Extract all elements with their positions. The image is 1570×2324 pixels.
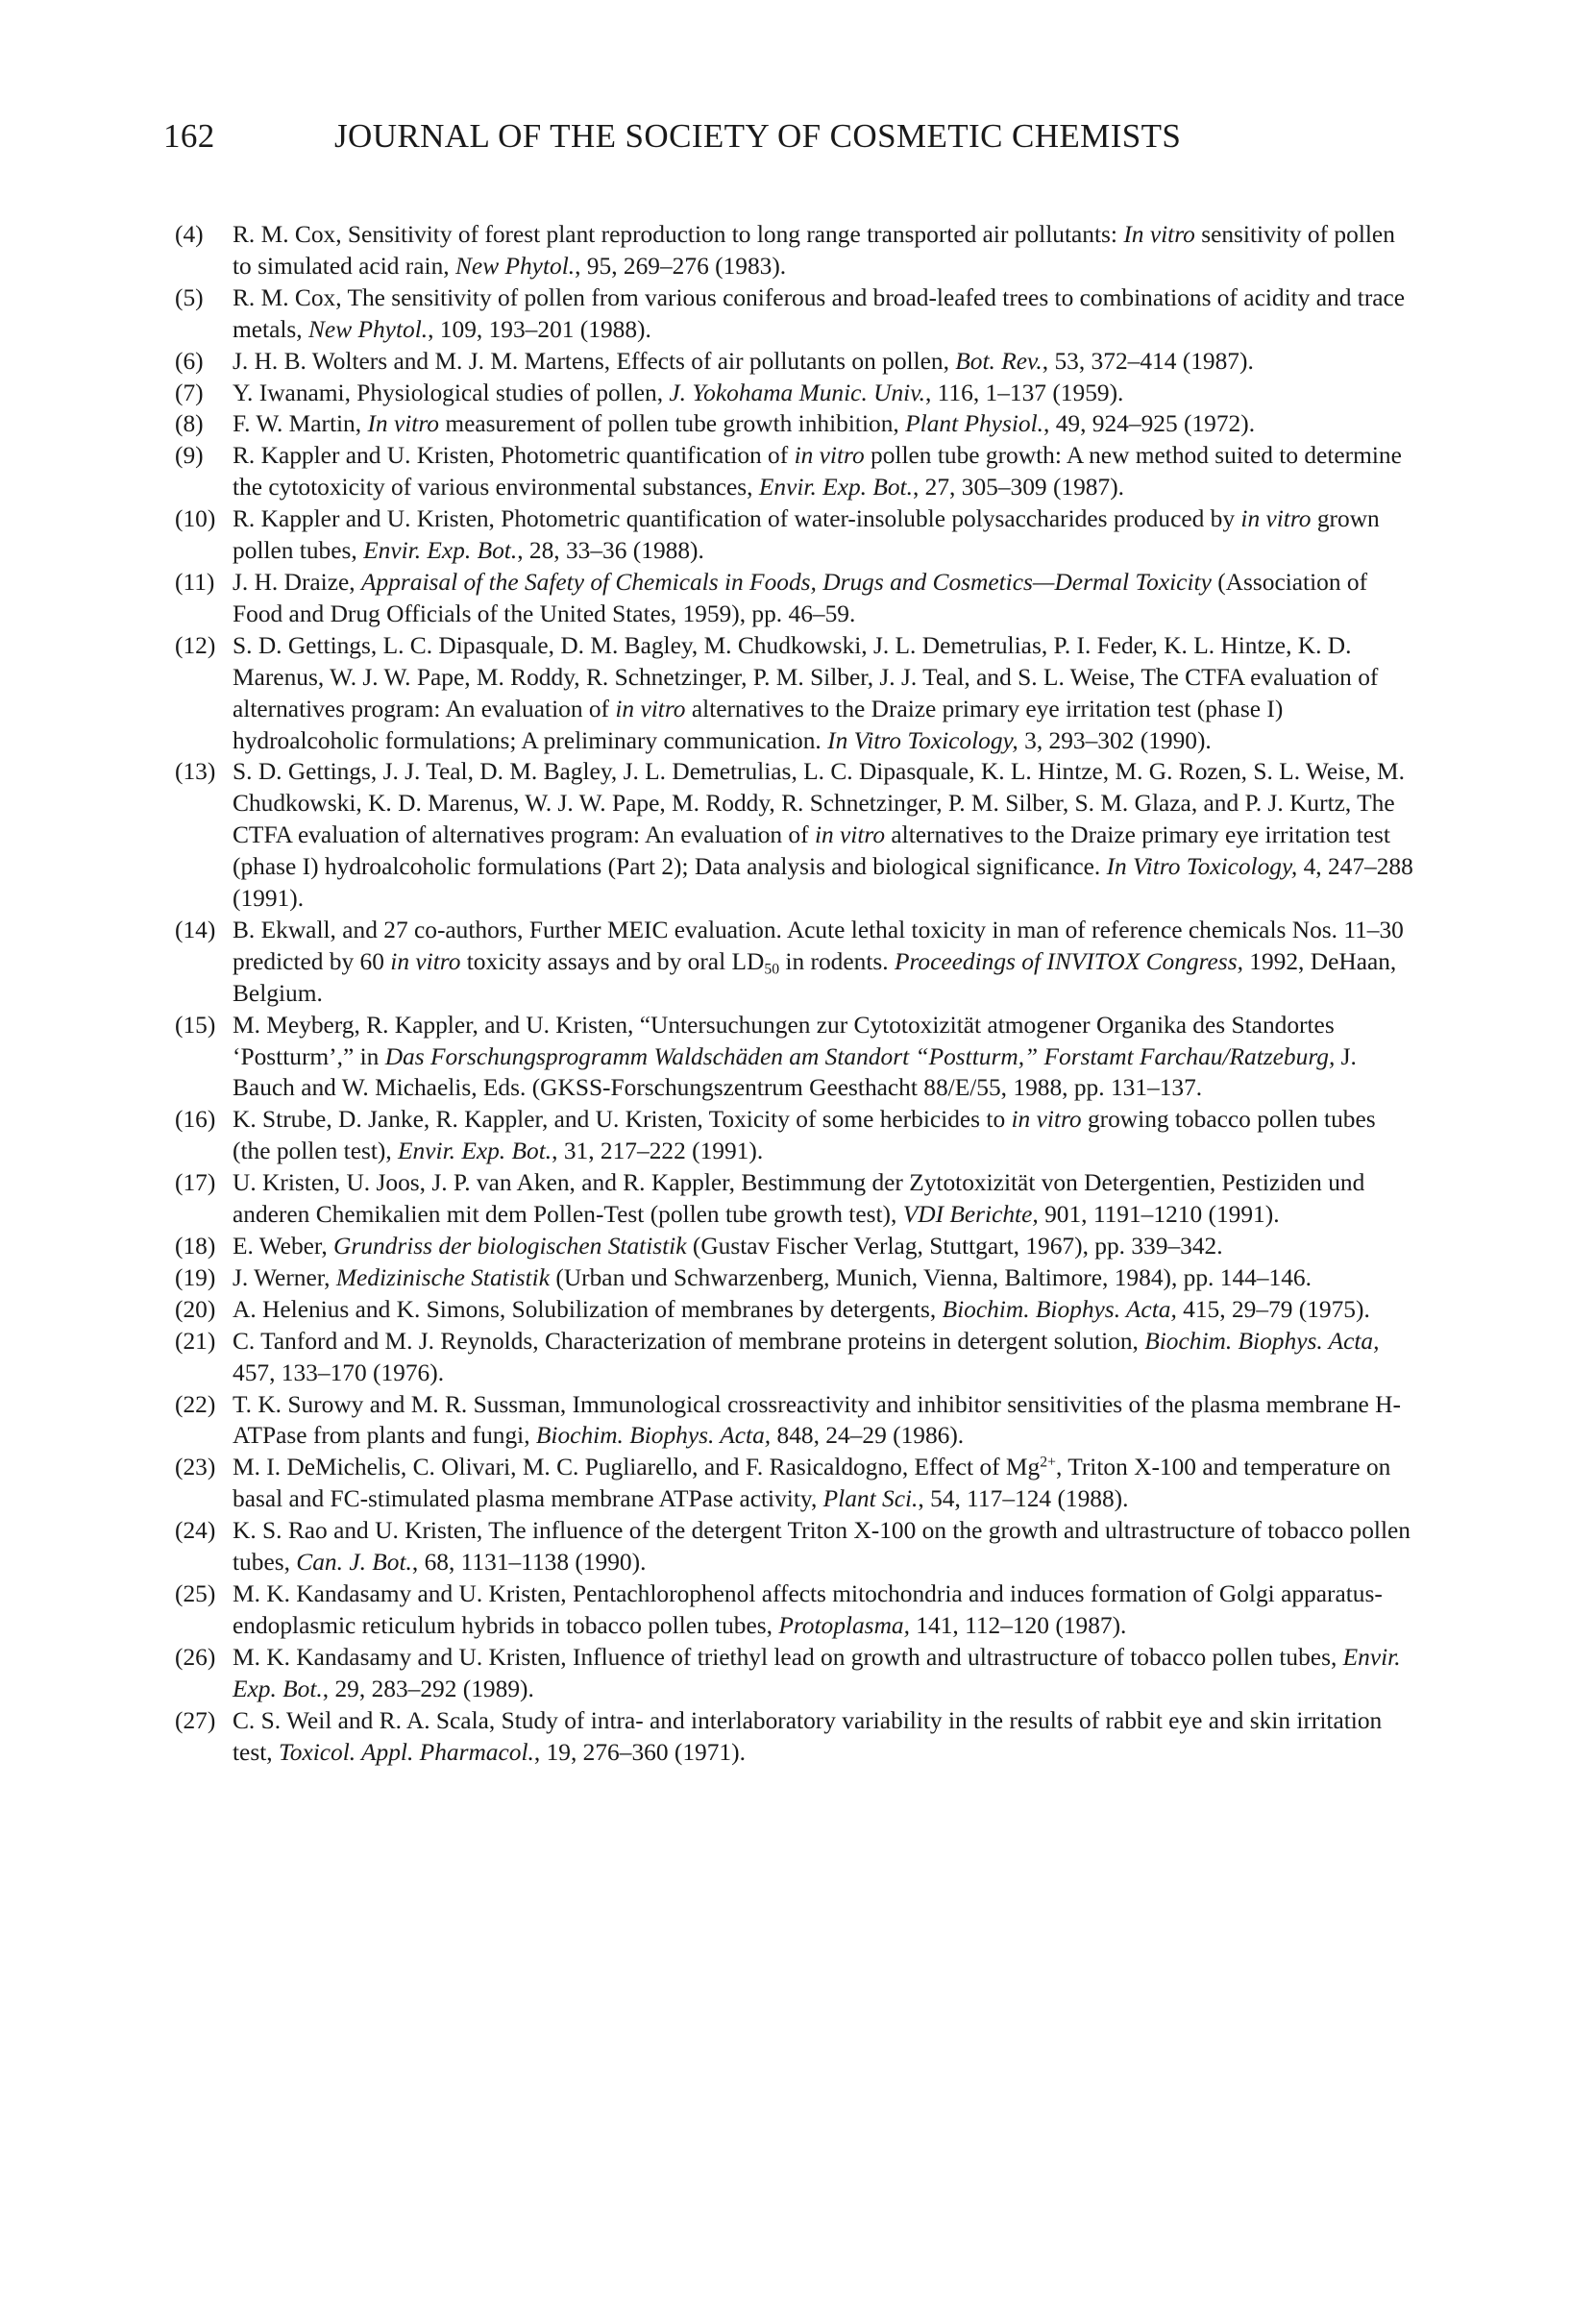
reference-italic-text: in vitro <box>794 442 865 470</box>
reference-text-segment: T. K. Surowy and M. R. Sussman, Immunological crossreactivity and inhibitor sensitivities of the plasma membrane H-ATPase from plants and fungi, <box>233 1390 1401 1450</box>
reference-italic-text: in vitro <box>1240 505 1312 533</box>
reference-text <box>233 1391 1401 1450</box>
reference-text <box>233 348 1254 375</box>
reference-number: (23) <box>175 1454 216 1481</box>
reference-item <box>175 1010 1413 1105</box>
reference-item <box>175 282 1413 346</box>
reference-text-segment: , 54, 117–124 (1988). <box>918 1485 1129 1513</box>
reference-text-segment: R. M. Cox, The sensitivity of pollen from various coniferous and broad-leafed trees to combinations of acidity and trace metals, <box>233 283 1406 343</box>
reference-text-segment: 141, 112–120 (1987). <box>909 1611 1127 1639</box>
reference-text-segment: E. Weber, <box>233 1233 334 1260</box>
reference-number: (9) <box>175 442 204 470</box>
reference-text-segment: M. I. DeMichelis, C. Olivari, M. C. Pugliarello, and F. Rasicaldogno, Effect of Mg <box>233 1454 1041 1481</box>
reference-item <box>175 630 1413 757</box>
reference-item <box>175 503 1413 567</box>
reference-number: (4) <box>175 221 204 248</box>
reference-text-segment: J. Werner, <box>233 1263 336 1291</box>
reference-text <box>233 1106 1376 1164</box>
reference-item <box>175 1452 1413 1515</box>
reference-text-segment: S. D. Gettings, J. J. Teal, D. M. Bagley, J. L. Demetrulias, L. C. Dipasquale, K. L. Hintze, M. G. Rozen, S. L. Weise, M. Chudkowski, K. D. Marenus, W. J. W. Pape, M. Roddy, R. Schnetzinger, P. M. Silber, S. M. Glaza, and P. J. Kurtz, The CTFA evaluation of alternatives program: An evaluation of <box>233 758 1405 849</box>
reference-item <box>175 915 1413 1010</box>
reference-italic-text: Plant Physiol. <box>905 410 1043 438</box>
reference-item <box>175 346 1413 378</box>
reference-text-segment: 3, 293–302 (1990). <box>1018 726 1212 754</box>
reference-text-segment: , 116, 1–137 (1959). <box>924 379 1124 406</box>
reference-text-segment: 901, 1191–1210 (1991). <box>1038 1201 1280 1229</box>
reference-text-segment: C. Tanford and M. J. Reynolds, Characterization of membrane proteins in detergent solution, <box>233 1327 1145 1355</box>
reference-text-segment: , 31, 217–222 (1991). <box>552 1138 764 1165</box>
reference-text <box>233 758 1413 912</box>
page-number: 162 <box>163 117 215 155</box>
reference-number: (26) <box>175 1643 216 1671</box>
reference-number: (17) <box>175 1169 216 1197</box>
reference-text-segment: 1992, DeHaan, Belgium. <box>233 947 1397 1007</box>
reference-number: (27) <box>175 1706 216 1734</box>
reference-number: (20) <box>175 1295 216 1323</box>
reference-text-segment: , 27, 305–309 (1987). <box>912 474 1125 501</box>
reference-text-segment: A. Helenius and K. Simons, Solubilization of membranes by detergents, <box>233 1295 943 1323</box>
reference-text <box>233 1264 1312 1291</box>
reference-text-segment: measurement of pollen tube growth inhibition, <box>438 410 906 438</box>
reference-text-segment: J. Bauch and W. Michaelis, Eds. (GKSS-Forschungszentrum Geesthacht 88/E/55, 1988, pp. 131–137. <box>233 1042 1357 1102</box>
reference-item <box>175 219 1413 282</box>
reference-item <box>175 440 1413 503</box>
reference-text <box>233 1517 1411 1576</box>
reference-number: (25) <box>175 1579 216 1607</box>
reference-italic-text: Biochim. Biophys. Acta, <box>942 1295 1177 1323</box>
reference-item <box>175 1326 1413 1389</box>
reference-number: (16) <box>175 1106 216 1134</box>
reference-text <box>233 1233 1223 1260</box>
reference-text <box>233 1169 1364 1228</box>
reference-text-segment: alternatives to the Draize primary eye irritation test (phase I) hydroalcoholic formulations (Part 2); Data analysis and biological significance. <box>233 821 1390 881</box>
reference-text <box>233 1644 1401 1702</box>
reference-text-segment: sensitivity of pollen to simulated acid rain, <box>233 221 1395 280</box>
reference-text-segment: , 49, 924–925 (1972). <box>1043 410 1256 438</box>
reference-number: (21) <box>175 1327 216 1355</box>
reference-number: (15) <box>175 1011 216 1039</box>
reference-text-segment: 848, 24–29 (1986). <box>771 1422 965 1450</box>
reference-text-segment: , 109, 193–201 (1988). <box>428 315 651 343</box>
reference-italic-text: VDI Berichte, <box>902 1201 1039 1229</box>
reference-number: (18) <box>175 1233 216 1260</box>
reference-text-segment: alternatives to the Draize primary eye irritation test (phase I) hydroalcoholic formulations; A preliminary communication. <box>233 695 1284 754</box>
reference-italic-text: Biochim. Biophys. Acta, <box>535 1422 772 1450</box>
reference-italic-text: Grundriss der biologischen Statistik <box>333 1233 687 1260</box>
reference-item <box>175 1389 1413 1453</box>
reference-text-segment: , 95, 269–276 (1983). <box>575 252 787 280</box>
reference-text <box>233 379 1123 406</box>
reference-italic-text: In Vitro Toxicology, <box>827 726 1018 754</box>
reference-item <box>175 1231 1413 1262</box>
reference-number: (5) <box>175 283 204 311</box>
reference-item <box>175 1104 1413 1167</box>
reference-italic-text: Das Forschungsprogramm Waldschäden am Standort “Postturm,” Forstamt Farchau/Ratzeburg, <box>384 1042 1336 1070</box>
reference-text-segment: M. Meyberg, R. Kappler, and U. Kristen, “Untersuchungen zur Cytotoxizität atmogener Organika des Standortes ‘Postturm’,” in <box>233 1011 1335 1070</box>
reference-text-segment: 4, 247–288 (1991). <box>233 853 1413 913</box>
reference-text-segment: R. Kappler and U. Kristen, Photometric quantification of <box>233 442 795 470</box>
reference-italic-text: Bot. Rev. <box>955 347 1043 375</box>
reference-text-segment: R. M. Cox, Sensitivity of forest plant reproduction to long range transported air pollutants: <box>233 221 1124 248</box>
reference-text-segment: pollen tube growth: A new method suited to determine the cytotoxicity of various environmental substances, <box>233 442 1402 501</box>
reference-number: (10) <box>175 505 216 533</box>
reference-italic-text: in vitro <box>814 821 886 849</box>
reference-text-segment: B. Ekwall, and 27 co-authors, Further MEIC evaluation. Acute lethal toxicity in man of reference chemicals Nos. 11–30 predicted by 60 <box>233 916 1404 975</box>
reference-italic-text: J. Yokohama Munic. Univ. <box>669 379 925 406</box>
reference-number: (8) <box>175 410 204 438</box>
reference-number: (11) <box>175 568 215 596</box>
reference-text-segment: M. K. Kandasamy and U. Kristen, Pentachlorophenol affects mitochondria and induces formation of Golgi apparatus-endoplasmic reticulum hybrids in tobacco pollen tubes, <box>233 1579 1383 1639</box>
reference-text <box>233 632 1378 754</box>
reference-text-segment: (Urban und Schwarzenberg, Munich, Vienna, Baltimore, 1984), pp. 144–146. <box>550 1263 1312 1291</box>
reference-item <box>175 378 1413 409</box>
reference-text-segment: growing tobacco pollen tubes (the pollen test), <box>233 1106 1376 1165</box>
reference-text-segment: K. S. Rao and U. Kristen, The influence of the detergent Triton X-100 on the growth and ultrastructure of tobacco pollen tubes, <box>233 1517 1411 1577</box>
reference-text-segment: (Gustav Fischer Verlag, Stuttgart, 1967), pp. 339–342. <box>686 1233 1223 1260</box>
reference-item <box>175 1262 1413 1294</box>
reference-text <box>233 1580 1383 1639</box>
reference-text-segment: (Association of Food and Drug Officials of the United States, 1959), pp. 46–59. <box>233 568 1368 627</box>
reference-number: (7) <box>175 379 204 406</box>
reference-text <box>233 284 1405 343</box>
reference-text <box>233 410 1255 437</box>
reference-text-segment: , 68, 1131–1138 (1990). <box>411 1549 647 1577</box>
reference-item <box>175 1578 1413 1642</box>
reference-italic-text: In vitro <box>367 410 439 438</box>
reference-text-segment: 415, 29–79 (1975). <box>1176 1295 1370 1323</box>
reference-italic-text: New Phytol. <box>454 252 576 280</box>
reference-text-segment: in rodents. <box>779 947 895 975</box>
reference-item <box>175 756 1413 915</box>
reference-number: (6) <box>175 347 204 375</box>
reference-italic-text: In vitro <box>1123 221 1195 248</box>
running-header <box>163 117 1451 165</box>
reference-text-segment: S. D. Gettings, L. C. Dipasquale, D. M. Bagley, M. Chudkowski, J. L. Demetrulias, P. I. Feder, K. L. Hintze, K. D. Marenus, W. J. W. Pape, M. Roddy, R. Schnetzinger, P. M. Silber, J. J. Teal, and S. L. Weise, The CTFA evaluation of alternatives program: An evaluation of <box>233 631 1379 722</box>
reference-italic-text: Proceedings of INVITOX Congress, <box>894 947 1243 975</box>
reference-text <box>233 442 1402 501</box>
reference-italic-text: New Phytol. <box>307 315 429 343</box>
reference-italic-text: Envir. Exp. Bot. <box>758 474 913 501</box>
reference-italic-text: Envir. Exp. Bot. <box>233 1643 1401 1702</box>
reference-text <box>233 1454 1390 1512</box>
reference-text-segment: M. K. Kandasamy and U. Kristen, Influence of triethyl lead on growth and ultrastructure of tobacco pollen tubes, <box>233 1643 1343 1671</box>
reference-text <box>233 1328 1379 1386</box>
reference-text-segment: U. Kristen, U. Joos, J. P. van Aken, and R. Kappler, Bestimmung der Zytotoxizität von Detergentien, Pestiziden und anderen Chemikalien mit dem Pollen-Test (pollen tube growth test), <box>233 1169 1365 1229</box>
reference-number: (12) <box>175 631 216 659</box>
reference-text <box>233 221 1395 280</box>
reference-text-segment: , 29, 283–292 (1989). <box>322 1675 534 1702</box>
reference-text-segment: , Triton X-100 and temperature on basal and FC-stimulated plasma membrane ATPase activity, <box>233 1454 1391 1513</box>
reference-text-segment: , 28, 33–36 (1988). <box>517 537 704 565</box>
reference-text <box>233 569 1367 627</box>
reference-item <box>175 1642 1413 1705</box>
reference-italic-text: Can. J. Bot. <box>296 1549 412 1577</box>
reference-italic-text: Medizinische Statistik <box>335 1263 551 1291</box>
reference-text-segment: Y. Iwanami, Physiological studies of pollen, <box>233 379 670 406</box>
reference-text-segment: 2+ <box>1040 1454 1056 1471</box>
reference-text-segment: F. W. Martin, <box>233 410 368 438</box>
reference-text-segment: , 19, 276–360 (1971). <box>533 1738 746 1766</box>
reference-text-segment: toxicity assays and by oral LD <box>460 947 765 975</box>
journal-title: JOURNAL OF THE SOCIETY OF COSMETIC CHEMISTS <box>334 117 1182 155</box>
reference-text-segment: R. Kappler and U. Kristen, Photometric quantification of water-insoluble polysaccharides produced by <box>233 505 1241 533</box>
reference-text-segment: 457, 133–170 (1976). <box>233 1358 445 1386</box>
reference-italic-text: Envir. Exp. Bot. <box>398 1138 552 1165</box>
reference-number: (22) <box>175 1390 216 1418</box>
reference-text-segment: C. S. Weil and R. A. Scala, Study of intra- and interlaboratory variability in the results of rabbit eye and skin irritation test, <box>233 1706 1383 1766</box>
reference-italic-text: Plant Sci. <box>822 1485 919 1513</box>
reference-list <box>175 219 1413 1768</box>
reference-text <box>233 505 1380 564</box>
reference-italic-text: In Vitro Toxicology, <box>1106 853 1298 881</box>
reference-text <box>233 1296 1370 1323</box>
reference-italic-text: in vitro <box>1011 1106 1082 1134</box>
reference-text-segment: , 53, 372–414 (1987). <box>1042 347 1254 375</box>
reference-item <box>175 567 1413 630</box>
reference-text-segment: J. H. Draize, <box>233 568 361 596</box>
reference-italic-text: in vitro <box>390 947 461 975</box>
reference-text <box>233 1707 1382 1766</box>
reference-italic-text: in vitro <box>615 695 686 722</box>
reference-italic-text: Biochim. Biophys. Acta, <box>1144 1327 1380 1355</box>
reference-italic-text: Envir. Exp. Bot. <box>363 537 518 565</box>
reference-number: (19) <box>175 1263 216 1291</box>
reference-item <box>175 1294 1413 1326</box>
reference-item <box>175 1705 1413 1769</box>
reference-number: (24) <box>175 1517 216 1545</box>
reference-italic-text: Toxicol. Appl. Pharmacol. <box>278 1738 534 1766</box>
reference-item <box>175 1167 1413 1231</box>
reference-text <box>233 917 1404 1007</box>
reference-number: (13) <box>175 758 216 786</box>
reference-text-segment: K. Strube, D. Janke, R. Kappler, and U. Kristen, Toxicity of some herbicides to <box>233 1106 1012 1134</box>
reference-italic-text: Appraisal of the Safety of Chemicals in Foods, Drugs and Cosmetics—Dermal Toxicity <box>360 568 1212 596</box>
reference-text-segment: grown pollen tubes, <box>233 505 1380 565</box>
reference-item <box>175 408 1413 440</box>
reference-text <box>233 1012 1357 1102</box>
reference-number: (14) <box>175 916 216 943</box>
reference-item <box>175 1515 1413 1578</box>
reference-text-segment: 50 <box>764 961 780 978</box>
reference-italic-text: Protoplasma, <box>778 1611 910 1639</box>
reference-text-segment: J. H. B. Wolters and M. J. M. Martens, Effects of air pollutants on pollen, <box>233 347 956 375</box>
